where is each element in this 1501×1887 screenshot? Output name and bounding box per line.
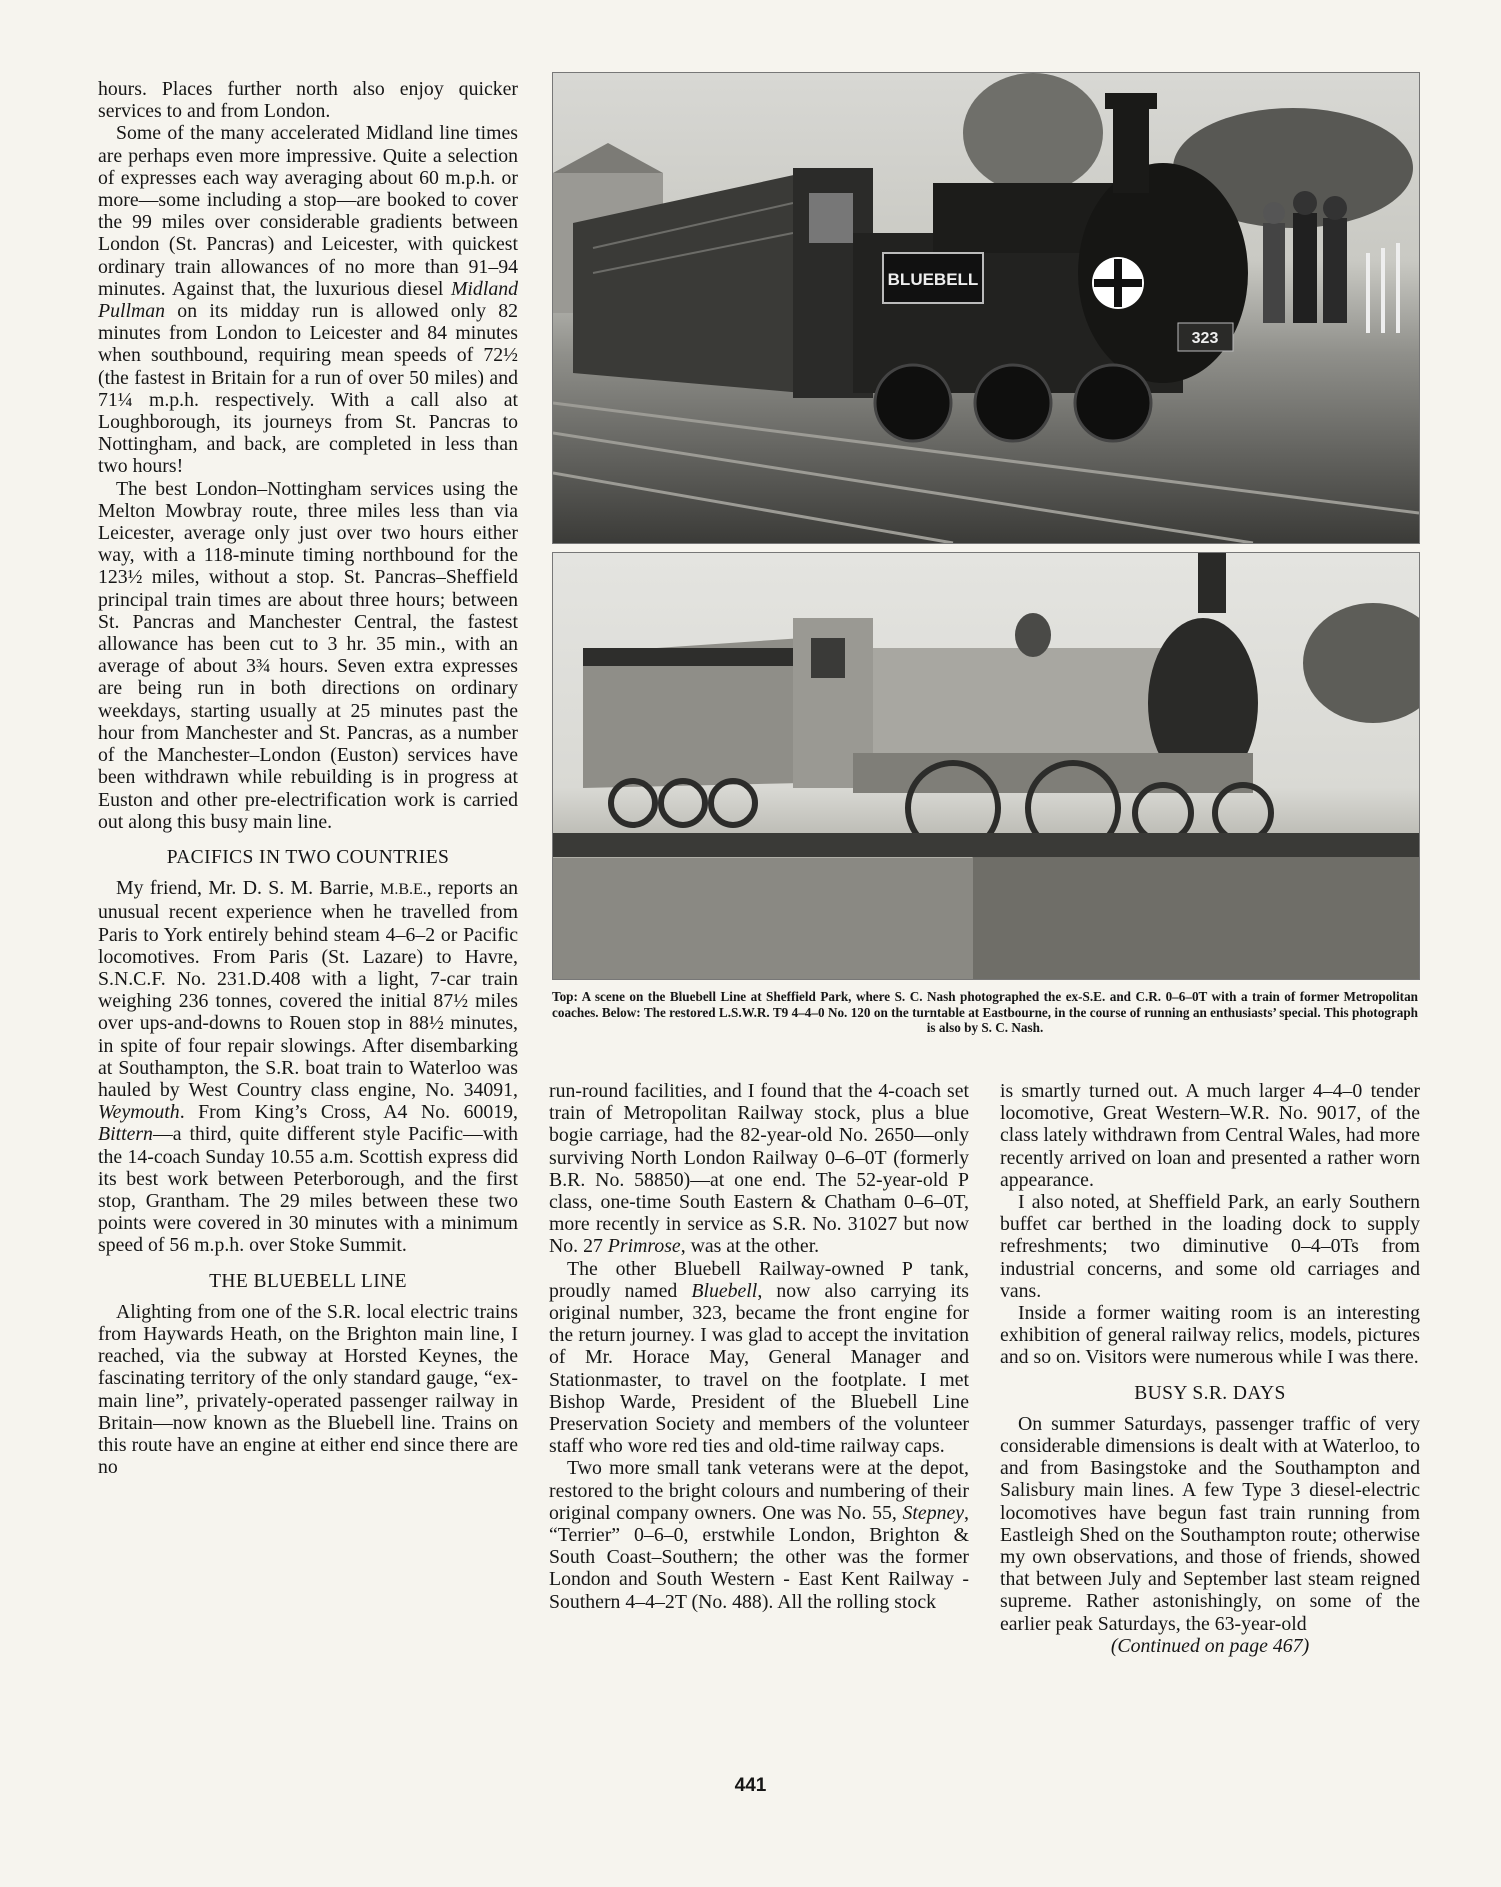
photo-illustration: [553, 73, 1419, 543]
italic-title: Midland Pullman: [98, 277, 518, 323]
paragraph: The other Bluebell Railway-owned P tank, proudly named Bluebell, now also carrying its original number, 323, became the front engine for the return journey. I was glad to accept the invitation of Mr. Horace May, General Manager and Stationmaster, to travel on the footplate. I met Bishop Warde, President of the Bluebell Line Preservation Society and members of the volunteer staff who wore red ties and old-time railway caps.: [549, 1257, 970, 1458]
section-heading: THE BLUEBELL LINE: [209, 1270, 407, 1292]
section-heading: BUSY S.R. DAYS: [1134, 1382, 1286, 1404]
right-column: [1000, 1080, 1420, 1657]
paragraph: hours. Places further north also enjoy quicker services to and from London.: [98, 78, 518, 123]
paragraph: The best London–Nottingham services using the Melton Mowbray route, three miles less than via Leicester, average only just over two hours either way, with a 118-minute timing northbound for the 123½ miles, without a stop. St. Pancras–Sheffield principal train times are about three hours; between St. Pancras and Manchester Central, the fastest allowance has been cut to 3 hr. 35 min., with an average of about 3¾ hours. Seven extra expresses are being run in both directions on ordinary weekdays, starting usually at 25 minutes past the hour from Manchester and St. Pancras, as a number of the Manchester–London (Euston) services have been withdrawn while rebuilding is in progress at Euston and other pre-electrification work is carried out along this busy main line.: [98, 477, 518, 833]
continued-note: (Continued on page 467): [1110, 1634, 1310, 1657]
paragraph: My friend, Mr. D. S. M. Barrie, M.B.E., reports an unusual recent experience when he travelled from Paris to York entirely behind steam 4–6–2 or Pacific locomotives. From Paris (St. Lazare) to Havre, S.N.C.F. No. 231.D.408 with a light, 7-car train weighing 236 tonnes, covered the initial 87½ miles over ups-and-downs to Rouen stop in 88½ minutes, in spite of four repair slowings. After disembarking at Southampton, the S.R. boat train to Waterloo was hauled by West Country class engine, No. 34091, Weymouth. From King’s Cross, A4 No. 60019, Bittern—a third, quite different style Pacific—with the 14-coach Sunday 10.55 a.m. Scottish express did its best work between Peterborough, and the first stop, Grantham. The 29 miles between these two points were covered in 30 minutes with a minimum speed of 56 m.p.h. over Stoke Summit.: [98, 877, 518, 1257]
paragraph: Some of the many accelerated Midland line times are perhaps even more impressive. Quite a selection of expresses each way averaging about 60 m.p.h. or more—some including a stop—are booked to cover the 99 miles over considerable gradients between London (St. Pancras) and Leicester, with quickest ordinary train allowances of no more than 91–94 minutes. Against that, the luxurious diesel Midland Pullman on its midday run is allowed only 82 minutes from London to Leicester and 84 minutes when southbound, requiring mean speeds of 72½ (the fastest in Britain for a run of over 50 miles) and 71¼ m.p.h. respectively. With a call also at Loughborough, its journeys from St. Pancras to Nottingham, and back, are completed in less than two hours!: [98, 122, 518, 478]
middle-column: [549, 1080, 969, 1613]
photo-illustration: [553, 553, 1419, 979]
paragraph: Alighting from one of the S.R. local electric trains from Haywards Heath, on the Brighton main line, I reached, via the subway at Horsted Keynes, the fascinating territory of the only standard gauge, “ex-main line”, privately-operated passenger railway in Britain—now known as the Bluebell line. Trains on this route have an engine at either end since there are no: [98, 1300, 518, 1479]
left-column: [98, 78, 518, 1478]
photo-bluebell-locomotive: [552, 72, 1420, 544]
nameplate-text: BLUEBELL: [887, 270, 979, 289]
photo-t9-locomotive: [552, 552, 1420, 980]
paragraph: Two more small tank veterans were at the depot, restored to the bright colours and numbering of their original company owners. One was No. 55, Stepney, “Terrier” 0–6–0, erstwhile London, Brighton & South Coast–Southern; the other was the former London and South Western - East Kent Railway - Southern 4–4–2T (No. 488). All the rolling stock: [549, 1457, 969, 1613]
paragraph: run-round facilities, and I found that the 4-coach set train of Metropolitan Railway stock, plus a blue bogie carriage, had the 82-year-old No. 2650—only surviving North London Railway 0–6–0T (formerly B.R. No. 58850)—at one end. The 52-year-old P class, one-time South Eastern & Chatham 0–6–0T, more recently in service as S.R. No. 31027 but now No. 27 Primrose, was at the other.: [549, 1080, 969, 1258]
section-heading: PACIFICS IN TWO COUNTRIES: [166, 846, 450, 868]
photo-caption: Top: A scene on the Bluebell Line at Sheffield Park, where S. C. Nash photographed the ex-S.E. and C.R. 0–6–0T with a train of former Metropolitan coaches. Below: The restored L.S.W.R. T9 4–4–0 No. 120 on the turntable at Eastbourne, in the course of running an enthusiasts’ special. This photograph is also by S. C. Nash.: [552, 989, 1418, 1035]
page-number: 441: [734, 1775, 767, 1796]
paragraph: is smartly turned out. A much larger 4–4–0 tender locomotive, Great Western–W.R. No. 9017, of the class lately withdrawn from Central Wales, had more recently arrived on loan and presented a rather worn appearance.: [1000, 1080, 1420, 1191]
number-plate-text: 323: [1191, 330, 1219, 347]
paragraph: On summer Saturdays, passenger traffic of very considerable dimensions is dealt with at Waterloo, to and from Basingstoke and the Southampton and Salisbury main lines. A few Type 3 diesel-electric locomotives have begun fast train running from Eastleigh Shed on the Southampton route; otherwise my own observations, and those of friends, showed that between July and September last steam reigned supreme. Rather astonishingly, on some of the earlier peak Saturdays, the 63-year-old: [1000, 1412, 1420, 1635]
paragraph: Inside a former waiting room is an interesting exhibition of general railway relics, models, pictures and so on. Visitors were numerous while I was there.: [1000, 1302, 1420, 1369]
paragraph: I also noted, at Sheffield Park, an early Southern buffet car berthed in the loading dock to supply refreshments; two diminutive 0–4–0Ts from industrial concerns, and some old carriages and vans.: [1000, 1191, 1420, 1302]
